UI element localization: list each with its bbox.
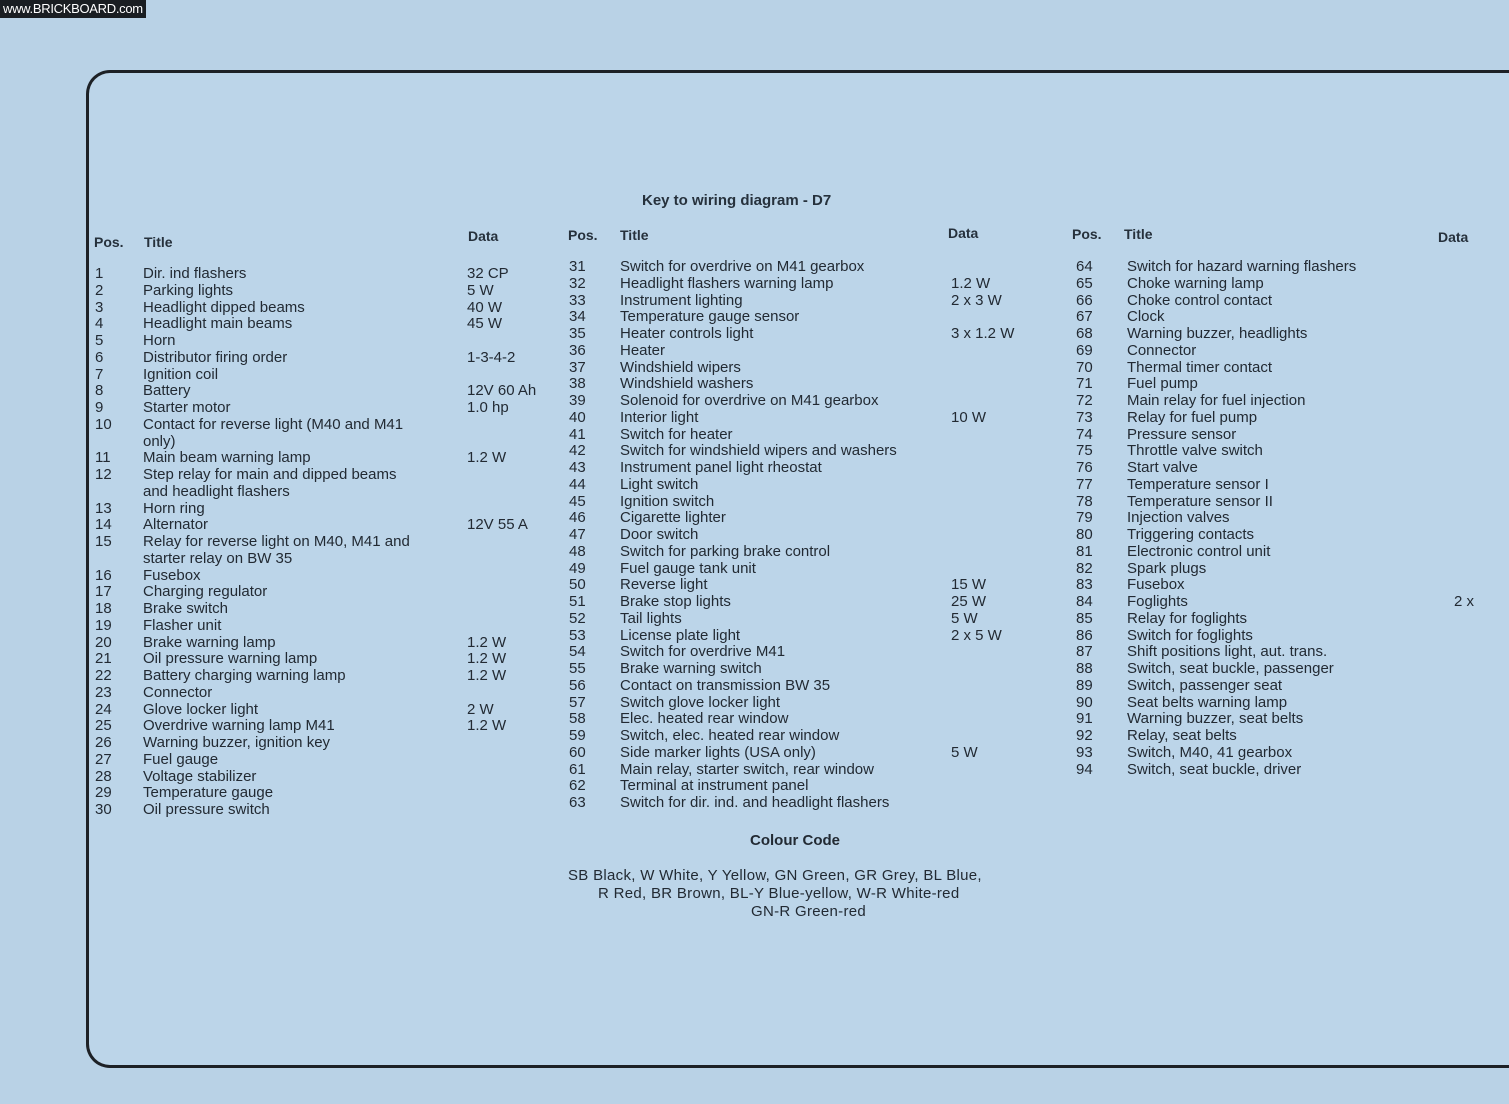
- key-pos: 29: [95, 784, 112, 802]
- key-data: 45 W: [467, 315, 503, 333]
- key-title: Interior light: [620, 408, 699, 426]
- key-pos: 57: [569, 693, 586, 711]
- key-title: Contact on transmission BW 35: [620, 676, 831, 694]
- key-title: Windshield washers: [620, 375, 754, 393]
- key-title: Electronic control unit: [1127, 542, 1271, 560]
- key-title: Battery charging warning lamp: [143, 667, 346, 684]
- key-title: Switch, M40, 41 gearbox: [1127, 743, 1293, 761]
- key-pos: 46: [569, 509, 586, 527]
- key-pos: 34: [569, 308, 586, 326]
- key-title: Switch for hazard warning flashers: [1127, 258, 1357, 275]
- key-title: Spark plugs: [1127, 559, 1207, 577]
- key-title: Horn ring: [143, 499, 205, 517]
- key-title: only): [143, 432, 176, 450]
- key-title: Heater: [620, 341, 666, 359]
- key-title: Windshield wipers: [620, 358, 741, 376]
- key-title: Throttle valve switch: [1127, 442, 1263, 460]
- key-title: Voltage stabilizer: [143, 767, 257, 785]
- key-title: Temperature sensor II: [1127, 492, 1273, 510]
- page-title: Key to wiring diagram - D7: [642, 192, 832, 209]
- key-title: Instrument lighting: [620, 291, 743, 309]
- key-pos: 44: [569, 475, 586, 493]
- key-pos: 58: [569, 710, 586, 728]
- key-pos: 50: [569, 576, 586, 594]
- key-title: Switch for parking brake control: [620, 542, 831, 560]
- key-pos: 68: [1076, 325, 1093, 342]
- key-title: Instrument panel light rheostat: [620, 459, 822, 476]
- key-pos: 1: [95, 265, 104, 282]
- colour-code-line: R Red, BR Brown, BL-Y Blue-yellow, W-R White-red: [598, 885, 960, 902]
- key-title: Relay for foglights: [1127, 609, 1248, 627]
- key-title: License plate light: [620, 626, 741, 644]
- key-pos: 3: [95, 298, 104, 316]
- key-pos: 54: [569, 643, 586, 661]
- key-pos: 33: [569, 291, 586, 309]
- key-title: Headlight dipped beams: [143, 298, 305, 316]
- key-title: Relay for fuel pump: [1127, 408, 1258, 426]
- key-pos: 49: [569, 559, 586, 577]
- key-pos: 15: [95, 533, 112, 550]
- key-pos: 18: [95, 600, 112, 617]
- header-data-1: Data: [468, 228, 499, 244]
- key-title: Seat belts warning lamp: [1127, 693, 1288, 711]
- key-pos: 6: [95, 348, 104, 366]
- key-pos: 22: [95, 667, 112, 684]
- key-title: Injection valves: [1127, 509, 1230, 527]
- key-pos: 28: [95, 767, 112, 785]
- key-pos: 2: [95, 281, 104, 299]
- key-data: 2 x 3 W: [951, 291, 1002, 309]
- header-data-2: Data: [948, 225, 979, 241]
- key-pos: 65: [1076, 274, 1093, 292]
- key-title: Switch, elec. heated rear window: [620, 727, 840, 744]
- colour-code-title: Colour Code: [750, 832, 840, 849]
- header-pos-1: Pos.: [94, 234, 124, 250]
- key-pos: 14: [95, 516, 112, 534]
- key-data: 2 x: [1454, 593, 1475, 610]
- key-title: Switch for overdrive on M41 gearbox: [620, 258, 865, 275]
- key-data: 1.2 W: [467, 667, 507, 684]
- key-pos: 51: [569, 593, 586, 610]
- key-title: Terminal at instrument panel: [620, 777, 809, 795]
- key-title: Tail lights: [620, 609, 682, 627]
- key-title: Switch for windshield wipers and washers: [620, 442, 897, 460]
- key-pos: 67: [1076, 308, 1093, 326]
- key-pos: 8: [95, 382, 104, 400]
- key-pos: 27: [95, 750, 112, 768]
- key-title: Brake warning lamp: [143, 633, 276, 651]
- key-pos: 38: [569, 375, 586, 393]
- key-data: 1-3-4-2: [467, 348, 516, 366]
- key-title: Fuel gauge tank unit: [620, 559, 756, 577]
- key-pos: 45: [569, 492, 586, 510]
- key-pos: 60: [569, 743, 586, 761]
- key-pos: 77: [1076, 475, 1093, 493]
- header-pos-3: Pos.: [1072, 226, 1102, 242]
- key-data: 5 W: [951, 609, 978, 627]
- key-title: Main beam warning lamp: [143, 449, 311, 467]
- key-data: 2 W: [467, 700, 494, 718]
- key-pos: 73: [1076, 408, 1093, 426]
- key-title: Connector: [143, 683, 213, 701]
- key-title: starter relay on BW 35: [143, 549, 293, 567]
- key-title: Choke control contact: [1127, 291, 1273, 309]
- key-pos: 32: [569, 274, 586, 292]
- key-data: 10 W: [951, 408, 987, 426]
- key-title: Horn: [143, 332, 176, 349]
- key-title: Cigarette lighter: [620, 509, 726, 527]
- key-data: 25 W: [951, 593, 987, 610]
- key-pos: 81: [1076, 542, 1093, 560]
- key-pos: 62: [569, 777, 586, 795]
- key-data: 12V 55 A: [467, 516, 528, 534]
- key-title: Clock: [1127, 308, 1165, 326]
- key-title: Relay for reverse light on M40, M41 and: [143, 533, 410, 550]
- key-pos: 80: [1076, 526, 1093, 543]
- key-title: Battery: [143, 382, 191, 400]
- key-pos: 86: [1076, 626, 1093, 644]
- key-pos: 30: [95, 801, 112, 818]
- key-title: Switch glove locker light: [620, 693, 781, 711]
- key-data: 1.0 hp: [467, 399, 509, 416]
- key-pos: 9: [95, 399, 104, 416]
- key-pos: 61: [569, 760, 586, 778]
- key-pos: 47: [569, 526, 586, 543]
- key-pos: 16: [95, 566, 112, 584]
- key-pos: 4: [95, 315, 104, 333]
- key-pos: 25: [95, 717, 112, 735]
- key-pos: 92: [1076, 727, 1093, 744]
- key-title: Heater controls light: [620, 325, 754, 342]
- key-title: Warning buzzer, ignition key: [143, 734, 331, 751]
- key-pos: 70: [1076, 358, 1093, 376]
- key-pos: 74: [1076, 425, 1093, 443]
- key-title: Parking lights: [143, 281, 234, 299]
- key-title: Choke warning lamp: [1127, 274, 1264, 292]
- key-title: Ignition coil: [143, 365, 219, 383]
- key-title: and headlight flashers: [143, 482, 290, 500]
- key-title: Elec. heated rear window: [620, 710, 789, 728]
- key-data: 1.2 W: [951, 274, 991, 292]
- header-title-3: Title: [1124, 226, 1153, 242]
- key-title: Warning buzzer, seat belts: [1127, 710, 1304, 728]
- key-pos: 36: [569, 341, 586, 359]
- key-title: Main relay for fuel injection: [1127, 392, 1306, 409]
- key-data: 2 x 5 W: [951, 626, 1002, 644]
- key-title: Glove locker light: [143, 700, 259, 718]
- key-title: Light switch: [620, 475, 699, 493]
- key-pos: 37: [569, 358, 586, 376]
- key-title: Foglights: [1127, 593, 1188, 610]
- key-title: Warning buzzer, headlights: [1127, 325, 1308, 342]
- key-pos: 84: [1076, 593, 1093, 610]
- key-pos: 23: [95, 683, 112, 701]
- key-title: Fuel pump: [1127, 375, 1198, 393]
- key-title: Switch, seat buckle, driver: [1127, 760, 1302, 778]
- key-title: Contact for reverse light (M40 and M41: [143, 415, 404, 433]
- key-pos: 88: [1076, 660, 1093, 677]
- key-pos: 89: [1076, 676, 1093, 694]
- key-title: Switch for dir. ind. and headlight flashers: [620, 794, 890, 811]
- key-pos: 20: [95, 633, 112, 651]
- key-pos: 59: [569, 727, 586, 744]
- key-title: Headlight main beams: [143, 315, 293, 333]
- header-data-3: Data: [1438, 229, 1469, 245]
- key-pos: 41: [569, 425, 586, 443]
- key-title: Triggering contacts: [1127, 526, 1255, 543]
- key-title: Overdrive warning lamp M41: [143, 717, 335, 735]
- key-pos: 76: [1076, 459, 1093, 476]
- key-title: Switch, seat buckle, passenger: [1127, 660, 1334, 677]
- key-data: 12V 60 Ah: [467, 382, 537, 400]
- key-pos: 79: [1076, 509, 1093, 527]
- key-title: Fusebox: [1127, 576, 1185, 594]
- key-data: 32 CP: [467, 265, 509, 282]
- key-pos: 71: [1076, 375, 1093, 393]
- key-title: Dir. ind flashers: [143, 265, 247, 282]
- key-pos: 64: [1076, 258, 1093, 275]
- key-title: Temperature gauge: [143, 784, 274, 802]
- key-title: Thermal timer contact: [1127, 358, 1273, 376]
- key-data: 3 x 1.2 W: [951, 325, 1015, 342]
- key-title: Headlight flashers warning lamp: [620, 274, 834, 292]
- key-title: Relay, seat belts: [1127, 727, 1237, 744]
- key-title: Temperature gauge sensor: [620, 308, 800, 326]
- key-title: Temperature sensor I: [1127, 475, 1269, 493]
- header-title-2: Title: [620, 227, 649, 243]
- key-pos: 69: [1076, 341, 1093, 359]
- key-title: Connector: [1127, 341, 1197, 359]
- key-pos: 42: [569, 442, 586, 460]
- key-data: 1.2 W: [467, 633, 507, 651]
- key-title: Door switch: [620, 526, 699, 543]
- key-pos: 66: [1076, 291, 1093, 309]
- key-pos: 56: [569, 676, 586, 694]
- key-pos: 11: [95, 449, 111, 467]
- key-title: Alternator: [143, 516, 209, 534]
- key-pos: 7: [95, 365, 104, 383]
- key-pos: 19: [95, 616, 112, 634]
- key-title: Fusebox: [143, 566, 201, 584]
- key-title: Switch for overdrive M41: [620, 643, 786, 661]
- key-pos: 90: [1076, 693, 1093, 711]
- key-pos: 53: [569, 626, 586, 644]
- watermark: www.BRICKBOARD.com: [0, 0, 146, 18]
- key-title: Fuel gauge: [143, 750, 219, 768]
- key-pos: 87: [1076, 643, 1093, 661]
- key-title: Brake stop lights: [620, 593, 731, 610]
- header-pos-2: Pos.: [568, 227, 598, 243]
- header-title-1: Title: [144, 234, 173, 250]
- key-title: Side marker lights (USA only): [620, 743, 816, 761]
- key-title: Brake warning switch: [620, 660, 762, 677]
- key-title: Switch, passenger seat: [1127, 676, 1283, 694]
- key-title: Distributor firing order: [143, 348, 288, 366]
- key-title: Shift positions light, aut. trans.: [1127, 643, 1328, 661]
- key-pos: 72: [1076, 392, 1093, 409]
- key-title: Switch for heater: [620, 425, 733, 443]
- key-title: Pressure sensor: [1127, 425, 1237, 443]
- key-pos: 82: [1076, 559, 1093, 577]
- key-pos: 13: [95, 499, 112, 517]
- colour-code-line: GN-R Green-red: [751, 903, 867, 920]
- key-pos: 94: [1076, 760, 1093, 778]
- key-pos: 24: [95, 700, 112, 718]
- key-title: Oil pressure warning lamp: [143, 650, 318, 668]
- key-pos: 85: [1076, 609, 1093, 627]
- key-pos: 26: [95, 734, 112, 751]
- key-pos: 31: [569, 258, 586, 275]
- colour-code-line: SB Black, W White, Y Yellow, GN Green, GR Grey, BL Blue,: [568, 867, 982, 884]
- key-title: Switch for foglights: [1127, 626, 1253, 644]
- key-title: Reverse light: [620, 576, 708, 594]
- key-title: Brake switch: [143, 600, 229, 617]
- key-pos: 43: [569, 459, 586, 476]
- key-pos: 78: [1076, 492, 1093, 510]
- key-pos: 48: [569, 542, 586, 560]
- key-data: 40 W: [467, 298, 503, 316]
- key-data: 5 W: [467, 281, 494, 299]
- key-pos: 40: [569, 408, 586, 426]
- key-pos: 91: [1076, 710, 1093, 728]
- key-data: 1.2 W: [467, 717, 507, 735]
- key-data: 5 W: [951, 743, 978, 761]
- key-title: Solenoid for overdrive on M41 gearbox: [620, 392, 879, 409]
- key-pos: 83: [1076, 576, 1093, 594]
- key-title: Starter motor: [143, 399, 231, 416]
- key-pos: 12: [95, 466, 112, 483]
- key-data: 1.2 W: [467, 449, 507, 467]
- key-title: Step relay for main and dipped beams: [143, 466, 397, 483]
- key-pos: 55: [569, 660, 586, 677]
- key-pos: 63: [569, 794, 586, 811]
- key-pos: 39: [569, 392, 586, 409]
- key-pos: 5: [95, 332, 104, 349]
- key-data: 15 W: [951, 576, 987, 594]
- key-data: 1.2 W: [467, 650, 507, 668]
- key-title: Main relay, starter switch, rear window: [620, 760, 874, 778]
- key-title: Charging regulator: [143, 583, 268, 601]
- key-pos: 35: [569, 325, 586, 342]
- key-pos: 17: [95, 583, 112, 601]
- key-title: Start valve: [1127, 459, 1198, 476]
- key-pos: 93: [1076, 743, 1093, 761]
- key-pos: 52: [569, 609, 586, 627]
- key-title: Ignition switch: [620, 492, 715, 510]
- key-title: Oil pressure switch: [143, 801, 270, 818]
- key-pos: 75: [1076, 442, 1093, 460]
- key-pos: 21: [95, 650, 112, 668]
- key-title: Flasher unit: [143, 616, 222, 634]
- key-pos: 10: [95, 415, 112, 433]
